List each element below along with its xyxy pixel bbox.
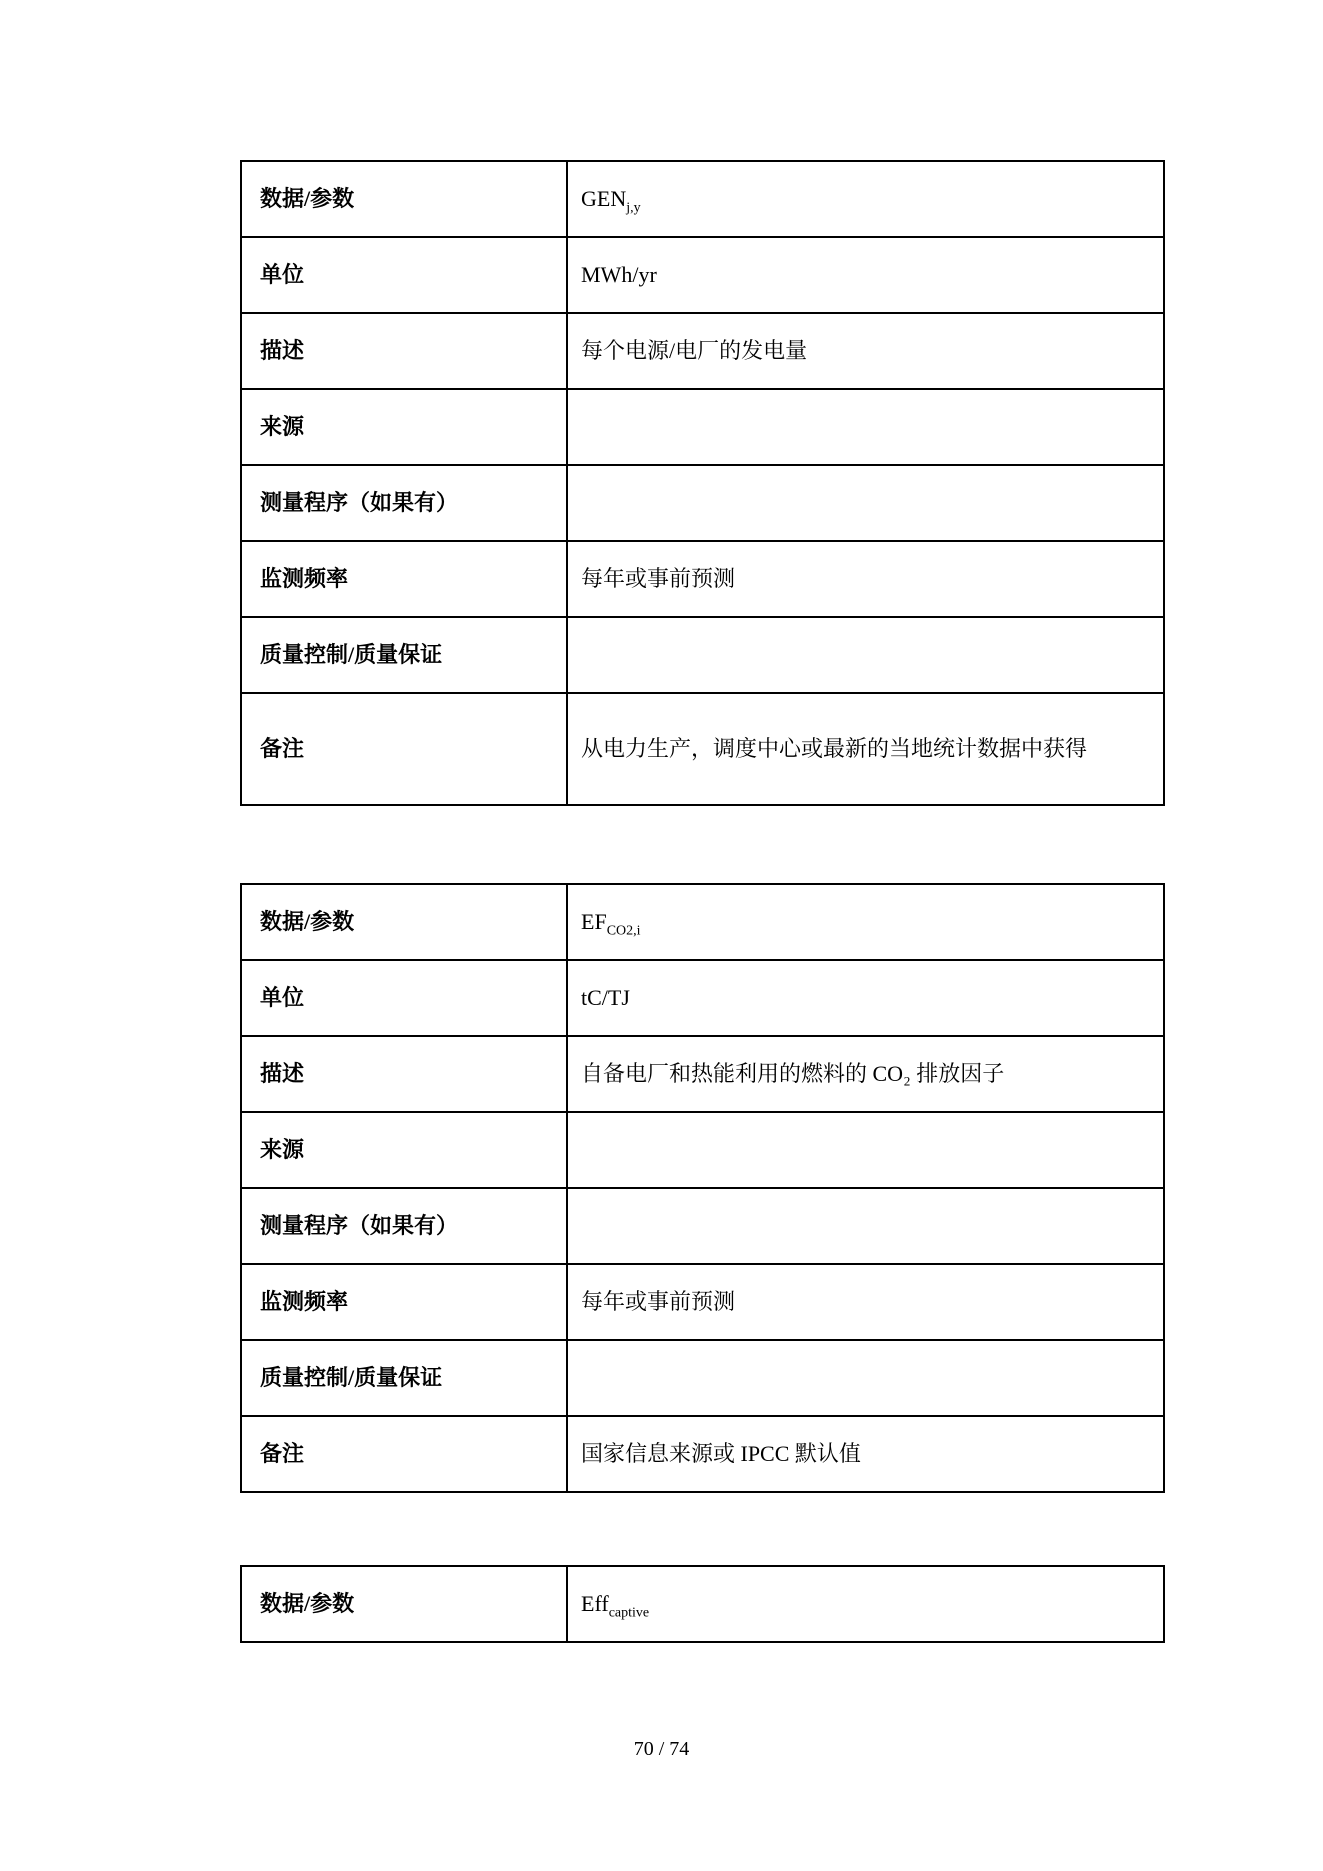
table-row bbox=[241, 237, 1164, 313]
row-label: 来源 bbox=[241, 389, 567, 465]
table-row bbox=[241, 1416, 1164, 1492]
row-value: MWh/yr bbox=[567, 237, 1164, 313]
row-value: 每年或事前预测 bbox=[567, 541, 1164, 617]
parameter-symbol: GEN bbox=[581, 186, 627, 212]
row-label: 质量控制/质量保证 bbox=[241, 617, 567, 693]
row-value bbox=[567, 884, 1164, 960]
row-label: 测量程序（如果有） bbox=[241, 465, 567, 541]
row-value bbox=[567, 1340, 1164, 1416]
row-label: 单位 bbox=[241, 237, 567, 313]
row-value bbox=[567, 1188, 1164, 1264]
table-row bbox=[241, 1566, 1164, 1642]
row-value: 从电力生产，调度中心或最新的当地统计数据中获得 bbox=[567, 693, 1164, 805]
table-row bbox=[241, 1264, 1164, 1340]
row-label: 监测频率 bbox=[241, 541, 567, 617]
row-label: 备注 bbox=[241, 693, 567, 805]
row-value bbox=[567, 1566, 1164, 1642]
row-value bbox=[567, 465, 1164, 541]
table-row bbox=[241, 465, 1164, 541]
table-row bbox=[241, 161, 1164, 237]
row-label: 数据/参数 bbox=[241, 161, 567, 237]
table-row bbox=[241, 884, 1164, 960]
parameter-table-eff-captive bbox=[240, 1565, 1165, 1643]
row-value: tC/TJ bbox=[567, 960, 1164, 1036]
row-value bbox=[567, 617, 1164, 693]
table-row bbox=[241, 1340, 1164, 1416]
parameter-subscript: captive bbox=[608, 1605, 650, 1621]
parameter-subscript: CO2,i bbox=[606, 923, 641, 939]
row-label: 质量控制/质量保证 bbox=[241, 1340, 567, 1416]
row-value bbox=[567, 389, 1164, 465]
parameter-symbol: EF bbox=[581, 909, 607, 935]
page-number: 70 / 74 bbox=[633, 1738, 690, 1760]
table-row bbox=[241, 1036, 1164, 1112]
row-value: 自备电厂和热能利用的燃料的 CO₂ 排放因子 bbox=[567, 1036, 1164, 1112]
table-row bbox=[241, 1112, 1164, 1188]
table-row bbox=[241, 389, 1164, 465]
row-label: 描述 bbox=[241, 313, 567, 389]
table-row bbox=[241, 313, 1164, 389]
table-row bbox=[241, 617, 1164, 693]
table-row bbox=[241, 693, 1164, 805]
row-value bbox=[567, 1112, 1164, 1188]
row-label: 数据/参数 bbox=[241, 1566, 567, 1642]
parameter-table-gen bbox=[240, 160, 1165, 806]
row-value: 每个电源/电厂的发电量 bbox=[567, 313, 1164, 389]
row-label: 备注 bbox=[241, 1416, 567, 1492]
row-label: 单位 bbox=[241, 960, 567, 1036]
parameter-subscript: j,y bbox=[626, 200, 641, 216]
row-label: 数据/参数 bbox=[241, 884, 567, 960]
row-value: 每年或事前预测 bbox=[567, 1264, 1164, 1340]
row-label: 测量程序（如果有） bbox=[241, 1188, 567, 1264]
table-row bbox=[241, 960, 1164, 1036]
row-label: 监测频率 bbox=[241, 1264, 567, 1340]
parameter-symbol: Eff bbox=[581, 1591, 609, 1617]
row-label: 来源 bbox=[241, 1112, 567, 1188]
row-value: 国家信息来源或 IPCC 默认值 bbox=[567, 1416, 1164, 1492]
row-label: 描述 bbox=[241, 1036, 567, 1112]
parameter-table-ef-co2 bbox=[240, 883, 1165, 1493]
table-row bbox=[241, 541, 1164, 617]
table-row bbox=[241, 1188, 1164, 1264]
row-value bbox=[567, 161, 1164, 237]
